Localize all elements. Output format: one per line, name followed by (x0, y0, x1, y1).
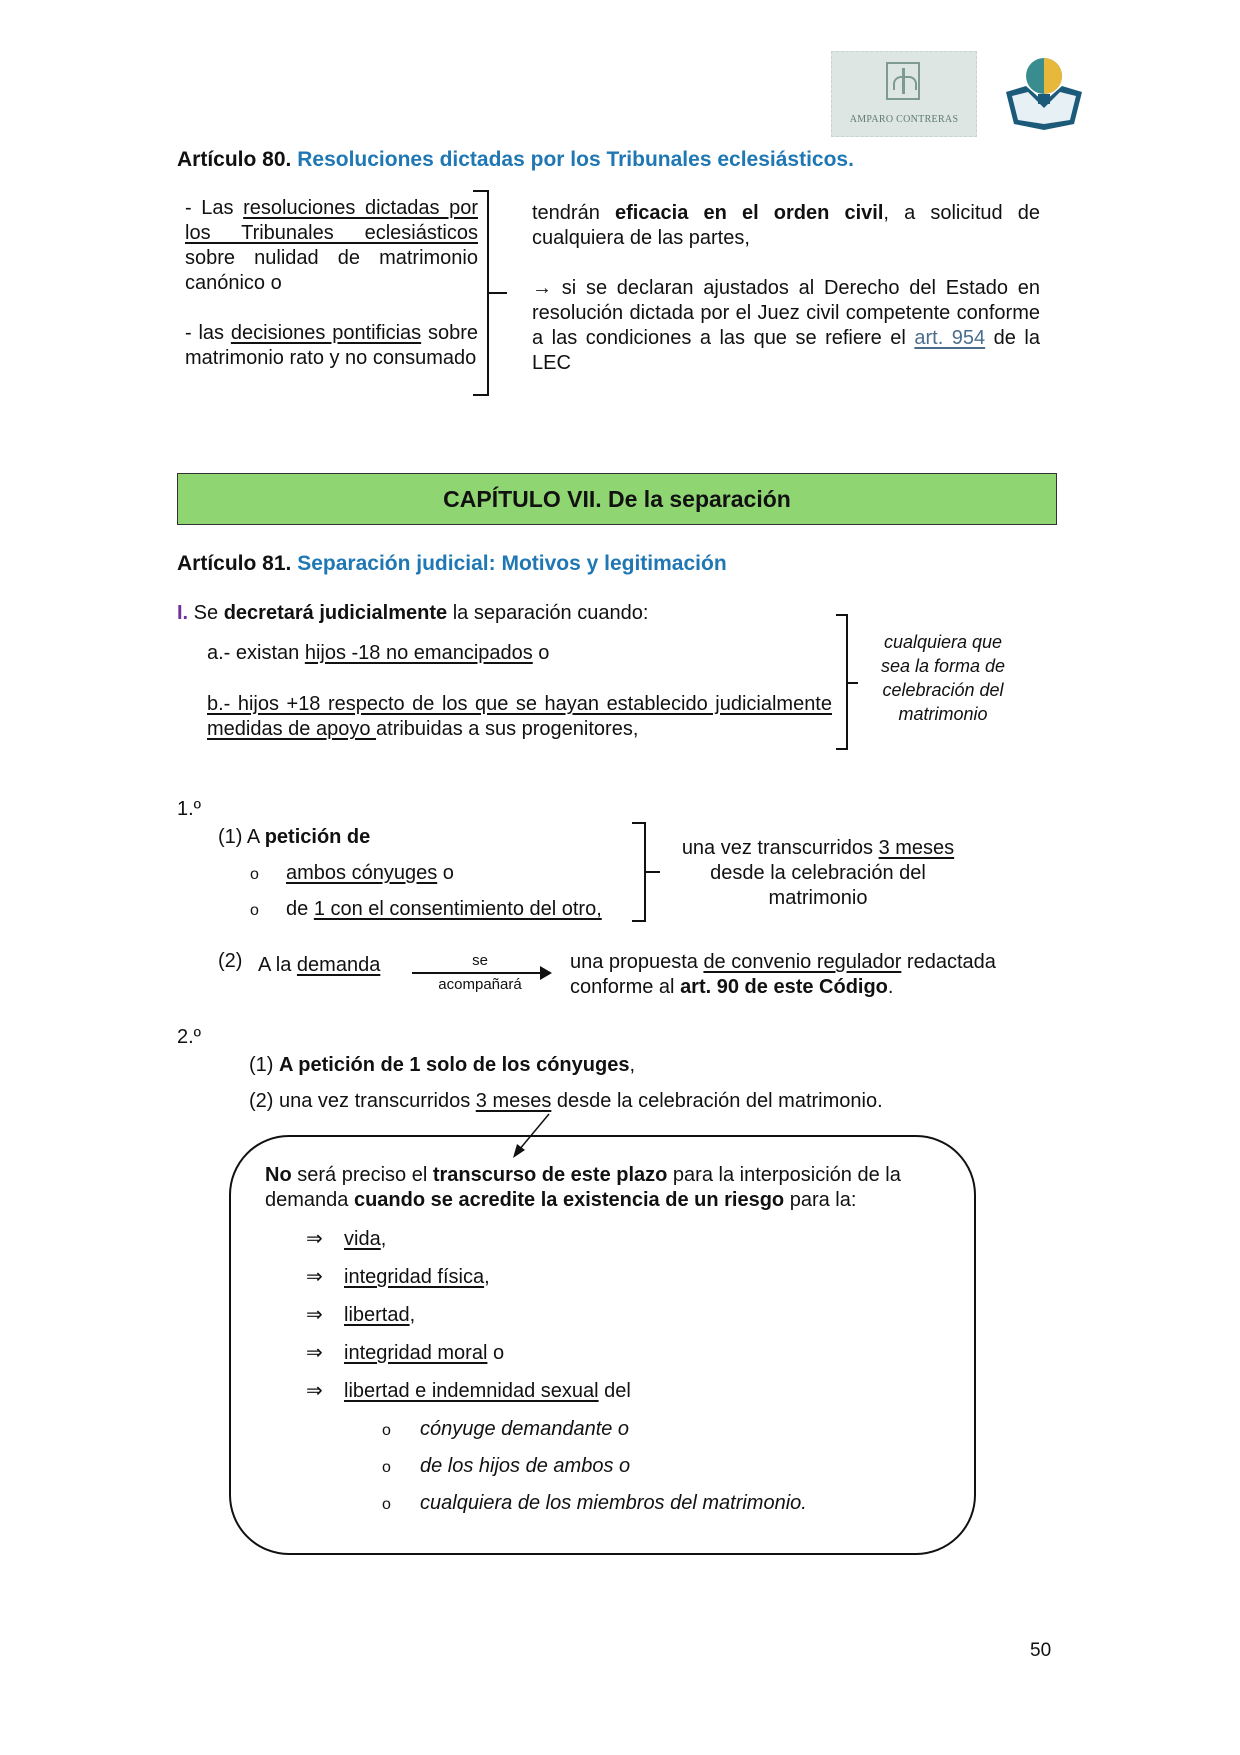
double-arrow-icon: ⇒ (306, 1266, 323, 1288)
article-80-label: Artículo 80. (177, 148, 292, 171)
page-number: 50 (1030, 1640, 1052, 1661)
article-80-bracket (473, 190, 489, 396)
second-time: (2) una vez transcurridos 3 meses desde la celebración del matrimonio. (249, 1090, 883, 1112)
amparo-contreras-logo (831, 51, 977, 137)
article-81-intro: I. Se decretará judicialmente la separación cuando: (177, 602, 649, 624)
double-arrow-icon: ⇒ (306, 1228, 323, 1250)
circle-bullet-icon: o (382, 1496, 391, 1513)
risk-item: ⇒ vida, (306, 1228, 387, 1250)
article-80-heading (177, 148, 854, 172)
circle-bullet-icon: o (250, 866, 259, 883)
double-arrow-icon: ⇒ (306, 1342, 323, 1364)
logo-text: AMPARO CONTRERAS (849, 114, 959, 125)
scales-emblem-icon (886, 62, 920, 100)
article-80-item-1: - Las resoluciones dictadas por los Tribunales eclesiásticos sobre nulidad de matrimonio canónico o (185, 197, 478, 294)
case-bracket-tick (848, 682, 858, 684)
risk-item: ⇒ integridad física, (306, 1266, 490, 1288)
risk-item: ⇒ libertad e indemnidad sexual del (306, 1380, 631, 1402)
arrow-right-icon: → (532, 277, 552, 299)
case-bracket (836, 614, 848, 750)
article-80-bracket-tick (489, 292, 507, 294)
article-81-title: Separación judicial: Motivos y legitimación (297, 552, 727, 575)
risk-item: ⇒ integridad moral o (306, 1342, 505, 1364)
risk-subitem: o cónyuge demandante o (306, 1417, 807, 1454)
risk-exception-text: No será preciso el transcurso de este plazo para la interposición de la demanda cuando se acredite la existencia de un riesgo para la: (265, 1164, 901, 1211)
risk-list (306, 1227, 807, 1528)
article-81-label: Artículo 81. (177, 552, 292, 575)
lightbulb-book-icon (1000, 52, 1088, 132)
risk-subitem: o cualquiera de los miembros del matrimonio. (306, 1491, 807, 1528)
article-80-left-text (185, 196, 478, 371)
article-80-effect: tendrán eficacia en el orden civil, a solicitud de cualquiera de las partes, (532, 202, 1040, 249)
article-80-condition: → si se declaran ajustados al Derecho del Estado en resolución dictada por el Juez civil competente conforme a las condiciones a las que se refiere el art. 954 de la LEC (532, 277, 1040, 374)
article-80-title: Resoluciones dictadas por los Tribunales eclesiásticos. (297, 148, 854, 171)
double-arrow-icon: ⇒ (306, 1380, 323, 1402)
arrow-label-top: se (472, 952, 488, 969)
chapter-banner: CAPÍTULO VII. De la separación (177, 473, 1057, 525)
first-demand-num: (2) (218, 950, 243, 972)
first-option-1: o ambos cónyuges o (250, 862, 454, 884)
article-81-heading (177, 552, 727, 576)
first-demand: A la demanda (258, 954, 381, 976)
first-option-2: o de 1 con el consentimiento del otro, (250, 898, 602, 920)
second-number: 2.º (177, 1026, 201, 1048)
circle-bullet-icon: o (382, 1422, 391, 1439)
case-b: b.- hijos +18 respecto de los que se hayan establecido judicialmente medidas de apoyo atribuidas a sus progenitores, (207, 693, 832, 740)
double-arrow-icon: ⇒ (306, 1304, 323, 1326)
article-80-right-text (532, 201, 1040, 376)
first-time-note: una vez transcurridos 3 meses desde la celebración del matrimonio (681, 837, 955, 909)
case-note: cualquiera que sea la forma de celebración del matrimonio (880, 632, 1006, 724)
first-petition: (1) A petición de (218, 826, 371, 848)
first-number: 1.º (177, 798, 201, 820)
arrow-label-bottom: acompañará (438, 976, 522, 993)
first-bracket (632, 822, 646, 922)
circle-bullet-icon: o (382, 1459, 391, 1476)
article-80-item-2: - las decisiones pontificias sobre matrimonio rato y no consumado (185, 322, 478, 369)
long-arrow-icon (412, 972, 542, 974)
second-petition: (1) A petición de 1 solo de los cónyuges, (249, 1054, 636, 1076)
case-a: a.- existan hijos -18 no emancipados o (207, 642, 550, 664)
art-954-link[interactable]: art. 954 (914, 327, 986, 349)
risk-item: ⇒ libertad, (306, 1304, 416, 1326)
first-demand-proposal: una propuesta de convenio regulador redactada conforme al art. 90 de este Código. (570, 951, 996, 998)
risk-subitem: o de los hijos de ambos o (306, 1454, 807, 1491)
circle-bullet-icon: o (250, 902, 259, 919)
first-bracket-tick (646, 871, 660, 873)
